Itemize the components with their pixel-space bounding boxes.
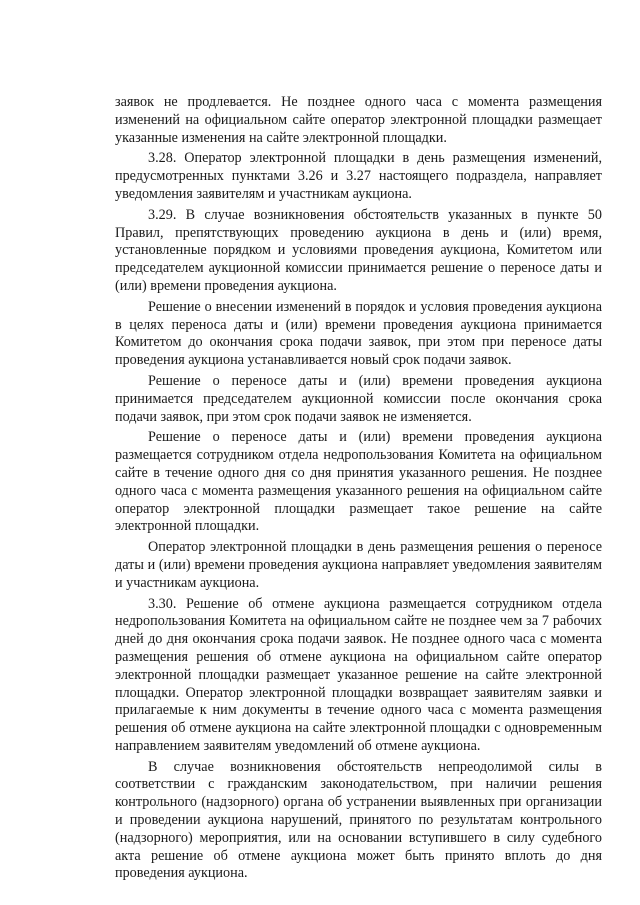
paragraph-3-29-notification: Оператор электронной площадки в день размещения решения о переносе даты и (или) времени проведения аукциона направляет уведомления заявителям и участникам аукциона. bbox=[115, 539, 602, 591]
paragraph-3-30-force-majeure: В случае возникновения обстоятельств непреодолимой силы в соответствии с гражданским законодательством, при наличии решения контрольного (надзорного) органа об устранении выявленных при организации и проведении аукциона нарушений, принятого по результатам контрольного (надзорного) мероприятия, или на основании вступившего в силу судебного акта решение об отмене аукциона может быть принято вплоть до дня проведения аукциона. bbox=[115, 758, 602, 882]
paragraph-3-29-postpone-decision: Решение о переносе даты и (или) времени проведения аукциона принимается председателем аукционной комиссии после окончания срока подачи заявок, при этом срок подачи заявок не изменяется. bbox=[115, 372, 602, 425]
paragraph-3-29: 3.29. В случае возникновения обстоятельств указанных в пункте 50 Правил, препятствующих проведению аукциона в день и (или) время, установленные порядком и условиями проведения аукциона, Комитетом или председателем аукционной комиссии принимается решение о переносе даты и (или) времени проведения аукциона. bbox=[115, 206, 602, 294]
paragraph-3-28: 3.28. Оператор электронной площадки в день размещения изменений, предусмотренных пунктами 3.26 и 3.27 настоящего подраздела, направляет уведомления заявителям и участникам аукциона. bbox=[115, 150, 602, 202]
paragraph-3-30: 3.30. Решение об отмене аукциона размещается сотрудником отдела недропользования Комитета на официальном сайте не позднее чем за 7 рабочих дней до дня окончания срока подачи заявок. Не позднее одного часа с момента размещения решения об отмене аукциона на официальном сайте оператор электронной площадки размещает указанное решение на сайте электронной площадки. Оператор электронной площадки возвращает заявителям заявки и прилагаемые к ним документы в течение одного часа с момента размещения решения об отмене аукциона на сайте электронной площадки с одновременным направлением заявителям уведомлений об отмене аукциона. bbox=[115, 595, 602, 754]
paragraph-continuation: заявок не продлевается. Не позднее одного часа с момента размещения изменений на официальном сайте оператор электронной площадки размещает указанные изменения на сайте электронной площадки. bbox=[115, 94, 602, 146]
paragraph-3-29-amendment: Решение о внесении изменений в порядок и условия проведения аукциона в целях переноса даты и (или) времени проведения аукциона принимается Комитетом до окончания срока подачи заявок, при этом при переносе даты проведения аукциона устанавливается новый срок подачи заявок. bbox=[115, 298, 602, 369]
paragraph-3-29-publication: Решение о переносе даты и (или) времени проведения аукциона размещается сотрудником отдела недропользования Комитета на официальном сайте в течение одного дня со дня принятия указанного решения. Не позднее одного часа с момента размещения указанного решения на официальном сайте оператор электронной площадки размещает такое решение на сайте электронной площадки. bbox=[115, 429, 602, 535]
